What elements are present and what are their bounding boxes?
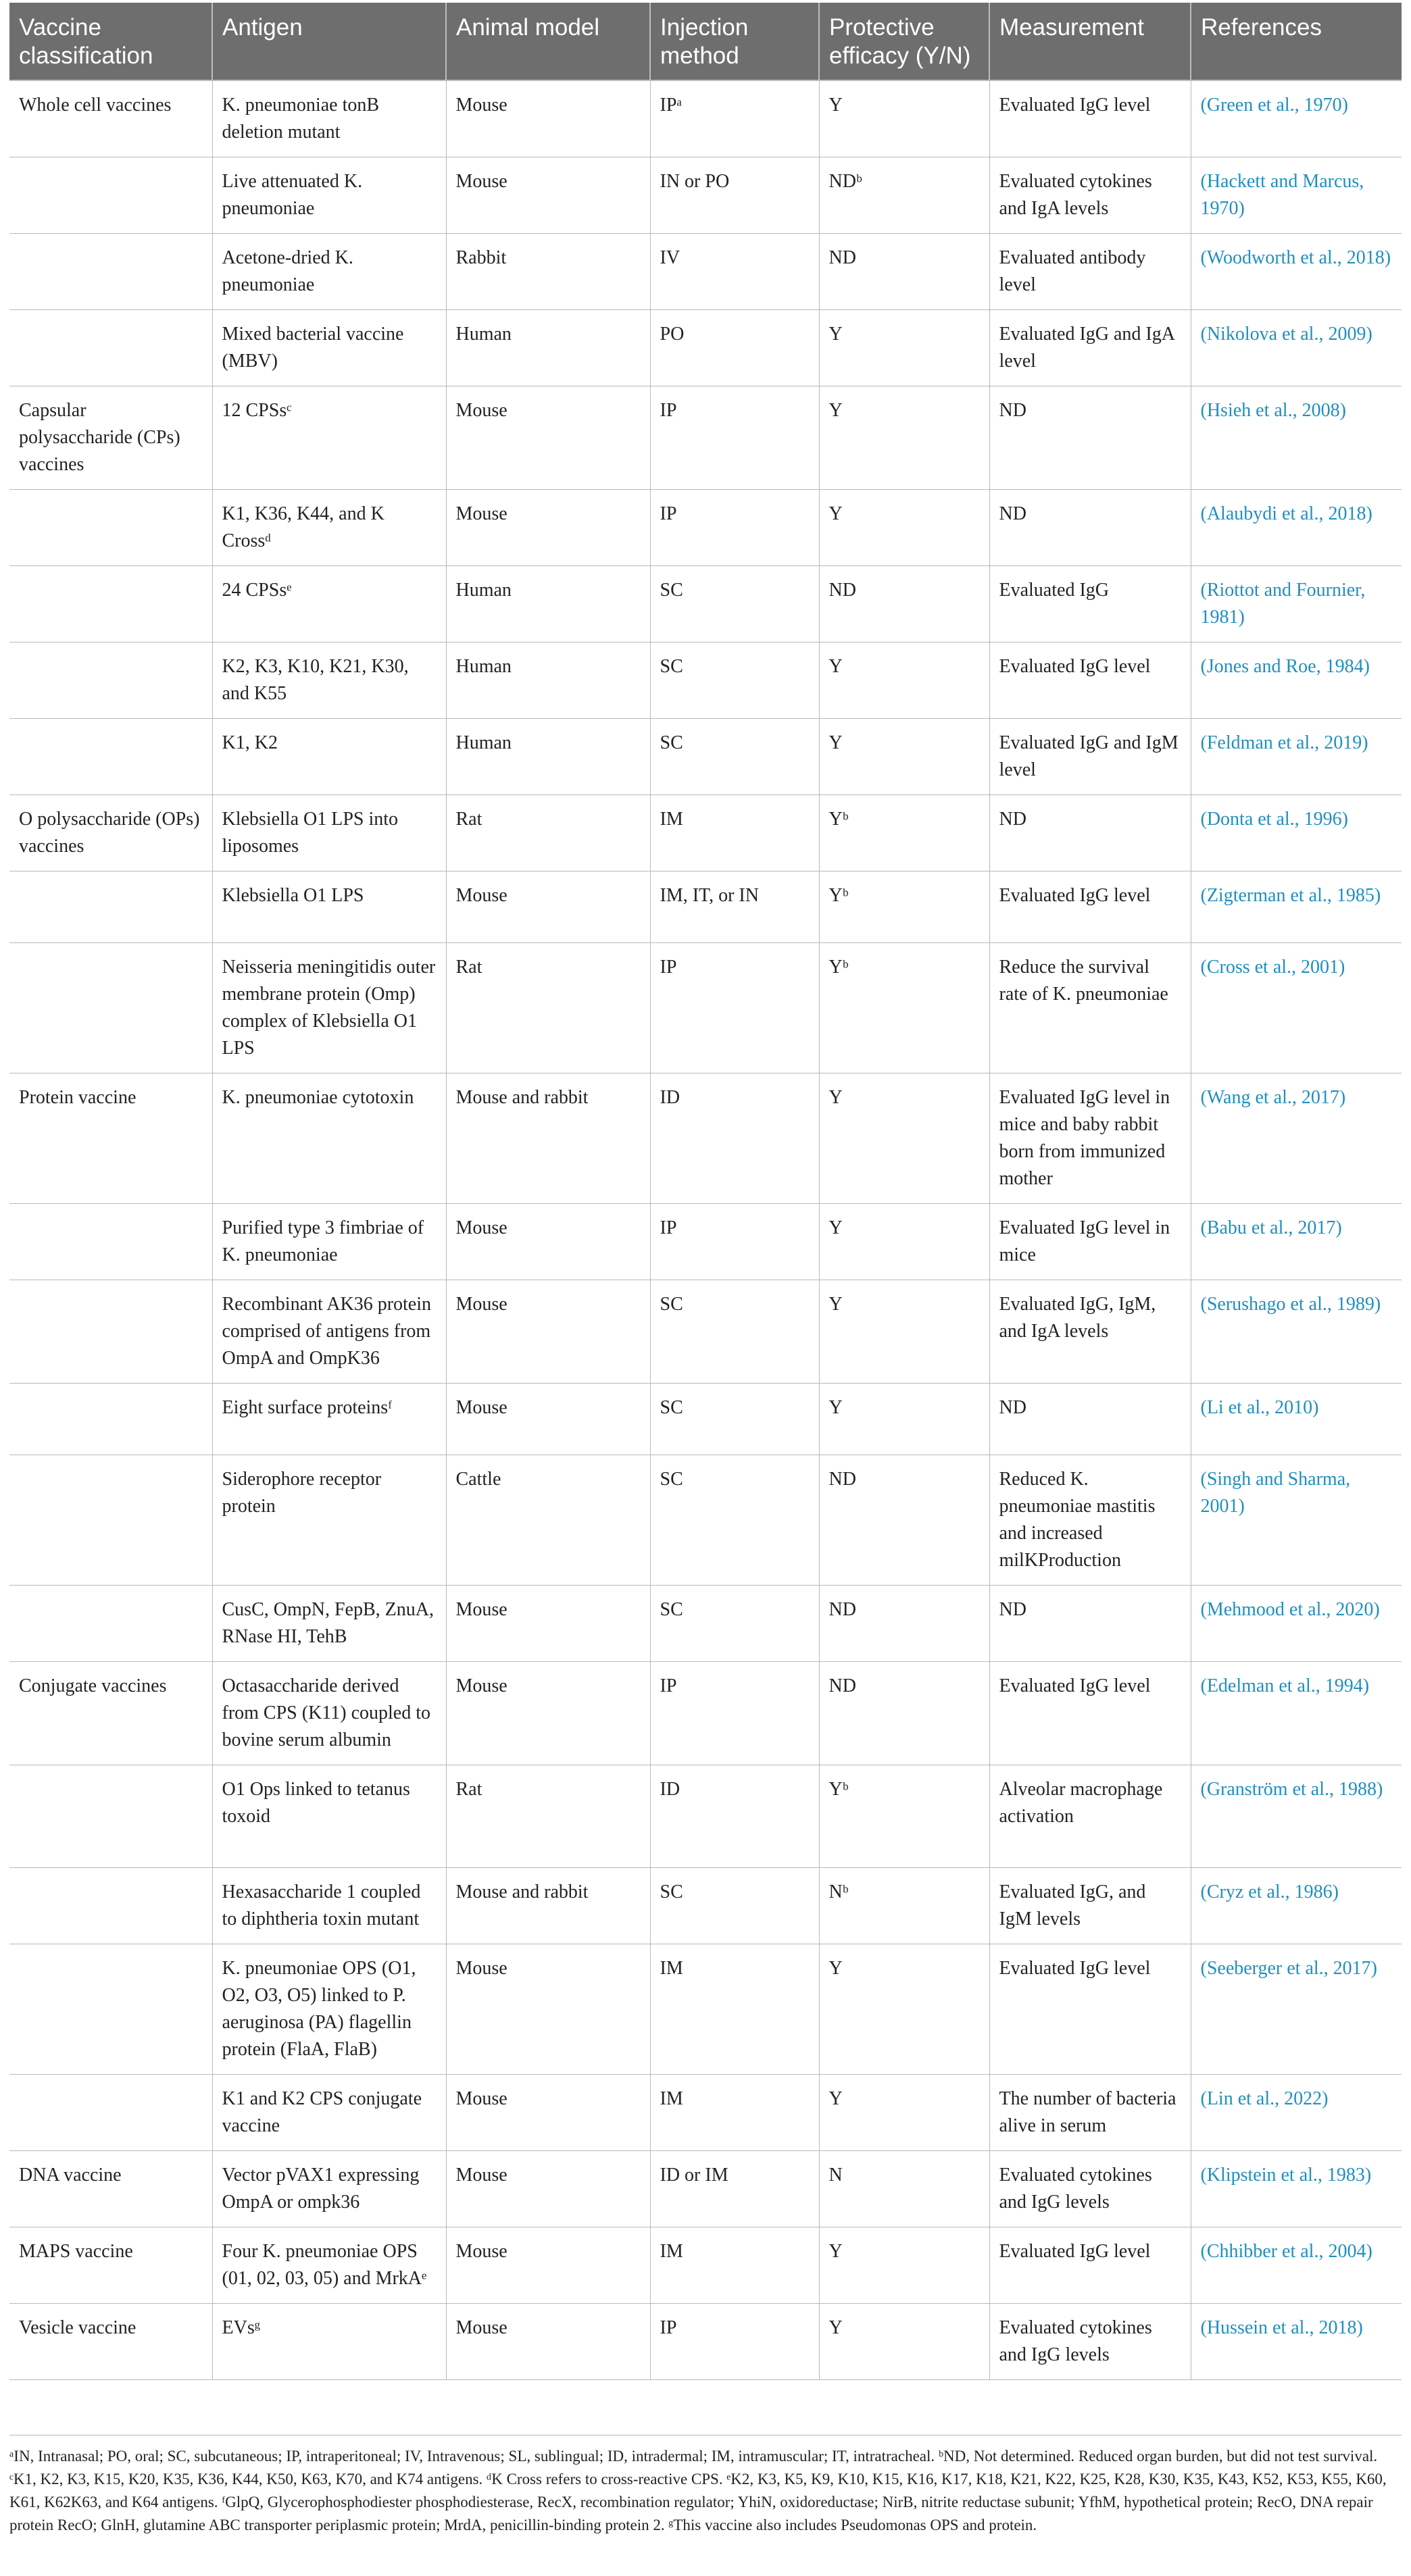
cell-classification [9,1765,212,1868]
table-row [9,642,1402,719]
cell-animal-model: Mouse [446,2227,650,2304]
cell-reference[interactable]: (Hussein et al., 2018) [1191,2304,1402,2380]
cell-measurement: Evaluated IgG level [989,872,1191,943]
cell-antigen: Neisseria meningitidis outer membrane protein (Omp) complex of Klebsiella O1 LPS [212,943,446,1074]
cell-injection-method: SC [650,1384,819,1455]
cell-protective-efficacy: Yᵇ [819,943,989,1074]
cell-protective-efficacy: Nᵇ [819,1868,989,1944]
cell-measurement: ND [989,795,1191,872]
cell-antigen: Octasaccharide derived from CPS (K11) coupled to bovine serum albumin [212,1662,446,1765]
cell-reference[interactable]: (Singh and Sharma, 2001) [1191,1455,1402,1586]
cell-injection-method: IP [650,1662,819,1765]
cell-injection-method: SC [650,1280,819,1384]
cell-animal-model: Rat [446,1765,650,1868]
vaccine-table-container [9,3,1402,2380]
cell-classification [9,872,212,943]
cell-antigen: Klebsiella O1 LPS into liposomes [212,795,446,872]
cell-antigen: K. pneumoniae tonB deletion mutant [212,80,446,157]
cell-animal-model: Human [446,719,650,795]
cell-measurement: Evaluated cytokines and IgA levels [989,157,1191,234]
cell-protective-efficacy: Y [819,80,989,157]
cell-antigen: Vector pVAX1 expressing OmpA or ompk36 [212,2151,446,2227]
cell-classification [9,1868,212,1944]
cell-antigen: CusC, OmpN, FepB, ZnuA, RNase HI, TehB [212,1586,446,1662]
cell-injection-method: IM, IT, or IN [650,872,819,943]
cell-injection-method: IM [650,795,819,872]
table-row [9,1662,1402,1765]
cell-animal-model: Mouse [446,80,650,157]
cell-measurement: Evaluated IgG level in mice and baby rabbit born from immunized mother [989,1074,1191,1204]
cell-measurement: Evaluated cytokines and IgG levels [989,2304,1191,2380]
table-row [9,795,1402,872]
table-row [9,872,1402,943]
cell-protective-efficacy: N [819,2151,989,2227]
cell-animal-model: Mouse [446,1662,650,1765]
table-header-row [9,3,1402,80]
cell-measurement: The number of bacteria alive in serum [989,2075,1191,2151]
cell-reference[interactable]: (Hackett and Marcus, 1970) [1191,157,1402,234]
cell-classification: Protein vaccine [9,1074,212,1204]
cell-protective-efficacy: Yᵇ [819,795,989,872]
cell-animal-model: Human [446,566,650,642]
cell-reference[interactable]: (Woodworth et al., 2018) [1191,234,1402,310]
table-row [9,1204,1402,1280]
cell-antigen: K. pneumoniae OPS (O1, O2, O3, O5) linked to P. aeruginosa (PA) flagellin protein (FlaA, FlaB) [212,1944,446,2075]
cell-classification [9,1944,212,2075]
cell-classification: O polysaccharide (OPs) vaccines [9,795,212,872]
cell-animal-model: Mouse [446,1384,650,1455]
cell-measurement: Alveolar macrophage activation [989,1765,1191,1868]
cell-classification: Vesicle vaccine [9,2304,212,2380]
cell-classification [9,2075,212,2151]
cell-measurement: Evaluated IgG level [989,1662,1191,1765]
cell-protective-efficacy: ND [819,1662,989,1765]
cell-antigen: Klebsiella O1 LPS [212,872,446,943]
cell-injection-method: SC [650,1455,819,1586]
cell-reference[interactable]: (Hsieh et al., 2008) [1191,386,1402,490]
cell-measurement: Reduced K. pneumoniae mastitis and increased milKProduction [989,1455,1191,1586]
table-row [9,234,1402,310]
cell-antigen: Live attenuated K. pneumoniae [212,157,446,234]
cell-injection-method: PO [650,310,819,386]
table-footnote: ᵃIN, Intranasal; PO, oral; SC, subcutaneous; IP, intraperitoneal; IV, Intravenous; SL, sublingual; ID, intradermal; IM, intramuscular; IT, intratracheal. ᵇND, Not determined. Reduced organ burden, but did not test survival. ᶜK1, K2, K3, K15, K20, K35, K36, K44, K50, K63, K70, and K74 antigens. ᵈK Cross refers to cross-reactive CPS. ᵉK2, K3, K5, K9, K10, K15, K16, K17, K18, K21, K22, K25, K28, K30, K35, K43, K52, K53, K55, K60, K61, K62K63, and K64 antigens. ᶠGlpQ, Glycerophosphodiester phosphodiesterase, RecX, recombination regulator; YhiN, oxidoreductase; NirB, nitrite reductase subunit; YfhM, hypothetical protein; RecO, DNA repair protein RecO; GlnH, glutamine ABC transporter periplasmic protein; MrdA, penicillin-binding protein 2. ᵍThis vaccine also includes Pseudomonas OPS and protein. [9,2435,1402,2537]
table-row [9,1944,1402,2075]
cell-measurement: Evaluated IgG level [989,642,1191,719]
cell-animal-model: Mouse [446,386,650,490]
cell-animal-model: Mouse [446,1944,650,2075]
cell-injection-method: IP [650,2304,819,2380]
cell-antigen: Purified type 3 fimbriae of K. pneumoniae [212,1204,446,1280]
cell-animal-model: Mouse and rabbit [446,1868,650,1944]
cell-animal-model: Rat [446,943,650,1074]
cell-animal-model: Mouse [446,157,650,234]
cell-reference[interactable]: (Mehmood et al., 2020) [1191,1586,1402,1662]
header-protective-efficacy: Protective efficacy (Y/N) [819,3,989,80]
cell-protective-efficacy: Y [819,2304,989,2380]
cell-protective-efficacy: ND [819,234,989,310]
table-row [9,1074,1402,1204]
cell-animal-model: Mouse [446,2304,650,2380]
cell-protective-efficacy: Y [819,2227,989,2304]
cell-classification [9,490,212,566]
cell-injection-method: ID or IM [650,2151,819,2227]
cell-measurement: ND [989,490,1191,566]
header-measurement: Measurement [989,3,1191,80]
cell-injection-method: SC [650,642,819,719]
cell-reference[interactable]: (Seeberger et al., 2017) [1191,1944,1402,2075]
cell-reference[interactable]: (Green et al., 1970) [1191,80,1402,157]
cell-protective-efficacy: Y [819,1944,989,2075]
cell-injection-method: SC [650,1586,819,1662]
table-row [9,719,1402,795]
cell-animal-model: Mouse and rabbit [446,1074,650,1204]
cell-injection-method: SC [650,1868,819,1944]
cell-classification: Conjugate vaccines [9,1662,212,1765]
cell-reference[interactable]: (Klipstein et al., 1983) [1191,2151,1402,2227]
cell-injection-method: IPᵃ [650,80,819,157]
vaccine-table [9,3,1402,2380]
cell-measurement: ND [989,1384,1191,1455]
table-row [9,1280,1402,1384]
cell-measurement: Evaluated IgG and IgA level [989,310,1191,386]
cell-reference[interactable]: (Li et al., 2010) [1191,1384,1402,1455]
cell-injection-method: IP [650,490,819,566]
cell-measurement: ND [989,386,1191,490]
cell-antigen: 12 CPSsᶜ [212,386,446,490]
cell-protective-efficacy: Y [819,1384,989,1455]
cell-protective-efficacy: Y [819,310,989,386]
cell-injection-method: ID [650,1765,819,1868]
cell-reference[interactable]: (Zigterman et al., 1985) [1191,872,1402,943]
cell-animal-model: Mouse [446,1280,650,1384]
cell-antigen: Eight surface proteinsᶠ [212,1384,446,1455]
cell-injection-method: IV [650,234,819,310]
cell-classification [9,1280,212,1384]
table-row [9,490,1402,566]
cell-classification [9,943,212,1074]
table-row [9,386,1402,490]
cell-animal-model: Rat [446,795,650,872]
cell-classification [9,1455,212,1586]
cell-classification: MAPS vaccine [9,2227,212,2304]
table-body [9,80,1402,2380]
cell-protective-efficacy: Yᵇ [819,1765,989,1868]
cell-protective-efficacy: Y [819,490,989,566]
cell-measurement: Reduce the survival rate of K. pneumoniae [989,943,1191,1074]
cell-classification [9,566,212,642]
cell-antigen: K1, K2 [212,719,446,795]
cell-reference[interactable]: (Cryz et al., 1986) [1191,1868,1402,1944]
cell-animal-model: Mouse [446,872,650,943]
cell-protective-efficacy: ND [819,566,989,642]
cell-antigen: K1, K36, K44, and K Crossᵈ [212,490,446,566]
table-row [9,2075,1402,2151]
cell-measurement: Evaluated IgG level [989,1944,1191,2075]
cell-reference[interactable]: (Donta et al., 1996) [1191,795,1402,872]
cell-measurement: Evaluated IgG, and IgM levels [989,1868,1191,1944]
table-row [9,2304,1402,2380]
cell-antigen: O1 Ops linked to tetanus toxoid [212,1765,446,1868]
cell-protective-efficacy: ND [819,1455,989,1586]
cell-injection-method: IM [650,2227,819,2304]
cell-reference[interactable]: (Alaubydi et al., 2018) [1191,490,1402,566]
header-antigen: Antigen [212,3,446,80]
cell-animal-model: Mouse [446,1204,650,1280]
cell-animal-model: Mouse [446,2075,650,2151]
cell-injection-method: IM [650,2075,819,2151]
cell-classification: Capsular polysaccharide (CPs) vaccines [9,386,212,490]
cell-antigen: EVsᵍ [212,2304,446,2380]
cell-reference[interactable]: (Edelman et al., 1994) [1191,1662,1402,1765]
cell-injection-method: SC [650,566,819,642]
table-row [9,2151,1402,2227]
table-row [9,1384,1402,1455]
table-row [9,310,1402,386]
cell-classification [9,157,212,234]
table-row [9,157,1402,234]
cell-injection-method: SC [650,719,819,795]
cell-antigen: Recombinant AK36 protein comprised of antigens from OmpA and OmpK36 [212,1280,446,1384]
cell-classification: DNA vaccine [9,2151,212,2227]
cell-classification [9,719,212,795]
cell-reference[interactable]: (Jones and Roe, 1984) [1191,642,1402,719]
cell-animal-model: Mouse [446,2151,650,2227]
cell-protective-efficacy: Yᵇ [819,872,989,943]
cell-antigen: Mixed bacterial vaccine (MBV) [212,310,446,386]
cell-animal-model: Mouse [446,1586,650,1662]
cell-protective-efficacy: Y [819,1074,989,1204]
cell-reference[interactable]: (Cross et al., 2001) [1191,943,1402,1074]
cell-reference[interactable]: (Serushago et al., 1989) [1191,1280,1402,1384]
cell-measurement: Evaluated IgG level [989,2227,1191,2304]
cell-antigen: Hexasaccharide 1 coupled to diphtheria toxin mutant [212,1868,446,1944]
cell-measurement: Evaluated IgG [989,566,1191,642]
cell-measurement: Evaluated IgG level [989,80,1191,157]
cell-injection-method: IP [650,1204,819,1280]
cell-protective-efficacy: NDᵇ [819,157,989,234]
cell-antigen: K. pneumoniae cytotoxin [212,1074,446,1204]
cell-protective-efficacy: Y [819,1204,989,1280]
cell-classification [9,1586,212,1662]
table-row [9,566,1402,642]
table-row [9,80,1402,157]
cell-animal-model: Human [446,310,650,386]
cell-reference[interactable]: (Granström et al., 1988) [1191,1765,1402,1868]
header-classification: Vaccine classification [9,3,212,80]
cell-antigen: Siderophore receptor protein [212,1455,446,1586]
table-row [9,943,1402,1074]
cell-reference[interactable]: (Nikolova et al., 2009) [1191,310,1402,386]
cell-antigen: Acetone-dried K. pneumoniae [212,234,446,310]
header-injection-method: Injection method [650,3,819,80]
cell-protective-efficacy: Y [819,386,989,490]
cell-injection-method: ID [650,1074,819,1204]
cell-animal-model: Mouse [446,490,650,566]
cell-injection-method: IM [650,1944,819,2075]
cell-injection-method: IP [650,943,819,1074]
cell-classification: Whole cell vaccines [9,80,212,157]
table-row [9,2227,1402,2304]
cell-antigen: 24 CPSsᵉ [212,566,446,642]
cell-reference[interactable]: (Feldman et al., 2019) [1191,719,1402,795]
table-row [9,1765,1402,1868]
cell-animal-model: Cattle [446,1455,650,1586]
cell-protective-efficacy: ND [819,1586,989,1662]
cell-animal-model: Human [446,642,650,719]
cell-measurement: Evaluated IgG, IgM, and IgA levels [989,1280,1191,1384]
cell-classification [9,642,212,719]
cell-protective-efficacy: Y [819,1280,989,1384]
cell-classification [9,234,212,310]
cell-measurement: Evaluated IgG and IgM level [989,719,1191,795]
cell-classification [9,310,212,386]
cell-protective-efficacy: Y [819,642,989,719]
cell-classification [9,1384,212,1455]
cell-antigen: K1 and K2 CPS conjugate vaccine [212,2075,446,2151]
cell-protective-efficacy: Y [819,2075,989,2151]
cell-measurement: Evaluated cytokines and IgG levels [989,2151,1191,2227]
cell-reference[interactable]: (Wang et al., 2017) [1191,1074,1402,1204]
table-row [9,1455,1402,1586]
cell-reference[interactable]: (Chhibber et al., 2004) [1191,2227,1402,2304]
cell-classification [9,1204,212,1280]
cell-measurement: Evaluated IgG level in mice [989,1204,1191,1280]
cell-measurement: ND [989,1586,1191,1662]
cell-reference[interactable]: (Riottot and Fournier, 1981) [1191,566,1402,642]
table-row [9,1868,1402,1944]
cell-injection-method: IN or PO [650,157,819,234]
cell-antigen: Four K. pneumoniae OPS (01, 02, 03, 05) and MrkAᵉ [212,2227,446,2304]
cell-measurement: Evaluated antibody level [989,234,1191,310]
cell-reference[interactable]: (Lin et al., 2022) [1191,2075,1402,2151]
table-row [9,1586,1402,1662]
header-animal-model: Animal model [446,3,650,80]
cell-reference[interactable]: (Babu et al., 2017) [1191,1204,1402,1280]
cell-injection-method: IP [650,386,819,490]
cell-animal-model: Rabbit [446,234,650,310]
cell-protective-efficacy: Y [819,719,989,795]
header-references: References [1191,3,1402,80]
cell-antigen: K2, K3, K10, K21, K30, and K55 [212,642,446,719]
